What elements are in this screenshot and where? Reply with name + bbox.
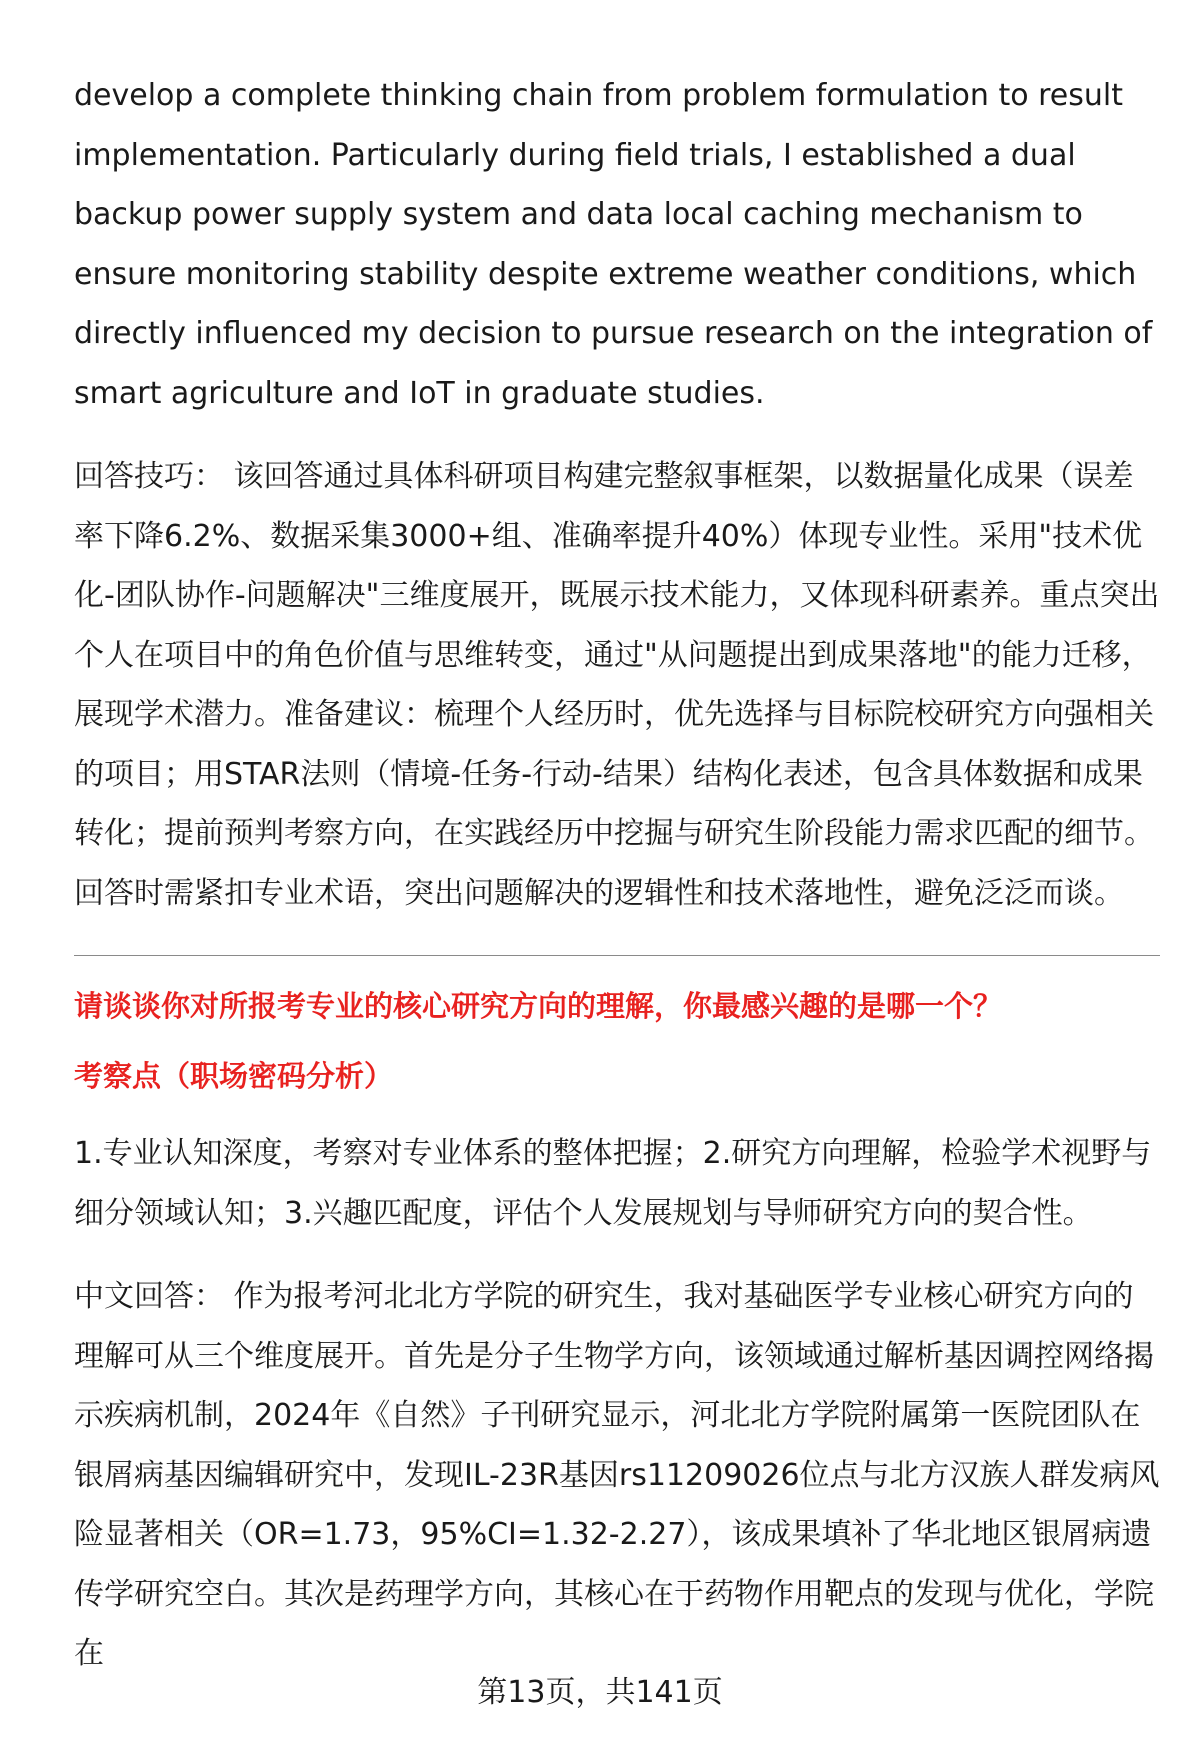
focus-heading: 考察点（职场密码分析）: [74, 1059, 394, 1093]
chinese-answer-paragraph: 中文回答： 作为报考河北北方学院的研究生，我对基础医学专业核心研究方向的理解可从三个维度展开。首先是分子生物学方向，该领域通过解析基因调控网络揭示疾病机制，2024年《自然》子刊研究显示，河北北方学院附属第一医院团队在银屑病基因编辑研究中，发现IL-23R基因rs11209026位点与北方汉族人群发病风险显著相关（OR=1.73，95%CI=1.32-2.27），该成果填补了华北地区银屑病遗传学研究空白。其次是药理学方向，其核心在于药物作用靶点的发现与优化，学院在: [74, 1279, 1160, 1671]
section-divider: [74, 955, 1160, 956]
page-content: [74, 66, 1160, 1684]
answer-tips-paragraph: 回答技巧： 该回答通过具体科研项目构建完整叙事框架，以数据量化成果（误差率下降6.2%、数据采集3000+组、准确率提升40%）体现专业性。采用"技术优化-团队协作-问题解决"三维度展开，既展示技术能力，又体现科研素养。重点突出个人在项目中的角色价值与思维转变，通过"从问题提出到成果落地"的能力迁移，展现学术潜力。准备建议：梳理个人经历时，优先选择与目标院校研究方向强相关的项目；用STAR法则（情境-任务-行动-结果）结构化表述，包含具体数据和成果转化；提前预判考察方向，在实践经历中挖掘与研究生阶段能力需求匹配的细节。回答时需紧扣专业术语，突出问题解决的逻辑性和技术落地性，避免泛泛而谈。: [74, 459, 1160, 911]
page-number-footer: 第13页，共141页: [477, 1675, 723, 1710]
focus-points-paragraph: 1.专业认知深度，考察对专业体系的整体把握；2.研究方向理解，检验学术视野与细分领域认知；3.兴趣匹配度，评估个人发展规划与导师研究方向的契合性。: [74, 1136, 1152, 1231]
english-answer-paragraph: develop a complete thinking chain from problem formulation to result implementation. Particularly during field trials, I established a dual backup power supply system and data local caching mechanism to ensure monitoring stability despite extreme weather conditions, which directly influenced my decision to pursue research on the integration of smart agriculture and IoT in graduate studies.: [74, 78, 1153, 411]
question-title: 请谈谈你对所报考专业的核心研究方向的理解，你最感兴趣的是哪一个？: [74, 989, 1003, 1023]
